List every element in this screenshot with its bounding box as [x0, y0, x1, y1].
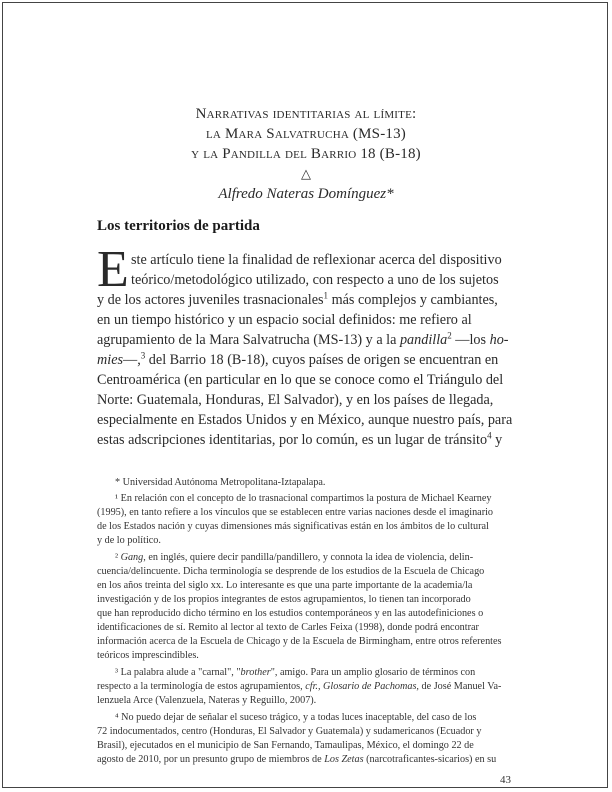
article-title-line-2: la Mara Salvatrucha (MS-13) [205, 126, 406, 142]
body-line-10: estas adscripciones identitarias, por lo común, es un lugar de tránsito$^4$ y [97, 430, 503, 448]
footnote-2-line-4: investigación y de los propios integrantes de estos agrupamientos, lo tienen tan incorporado [97, 594, 471, 605]
article-title-line-1: Narrativas identitarias al límite: [195, 106, 417, 122]
footnote-2-line-2: cuencia/delincuente. Dicha terminología se desprende de los estudios de la Escuela de Chicago [97, 566, 485, 577]
footnote-2-line-3: en los años treinta del siglo xx. Lo interesante es que una parte importante de la academia/la [97, 580, 473, 591]
footnote-1-line-4: y de lo político. [97, 535, 161, 546]
triangle-ornament-icon: △ [301, 166, 311, 181]
body-line-4: en un tiempo histórico y un espacio social definidos: me refiero al [97, 312, 472, 328]
footnote-affiliation: * Universidad Autónoma Metropolitana-Iztapalapa. [115, 477, 326, 488]
footnote-3-line-2: respecto a la terminología de estos agrupamientos, cfr., Glosario de Pachomas, de José Manuel Va- [97, 681, 502, 692]
body-line-1: ste artículo tiene la finalidad de reflexionar acerca del dispositivo [131, 252, 502, 268]
section-heading: Los territorios de partida [97, 218, 260, 234]
body-line-8: Norte: Guatemala, Honduras, El Salvador), y en los países de llegada, [97, 392, 494, 408]
footnote-1-line-2: (1995), en tanto refiere a los vínculos que se establecen entre varias naciones desde el imaginario [97, 507, 494, 518]
body-line-2: teórico/metodológico utilizado, con respecto a uno de los sujetos [131, 272, 499, 288]
drop-cap: E [97, 241, 129, 298]
footnote-4-line-4: agosto de 2010, por un presunto grupo de miembros de Los Zetas (narcotraficantes-sicarios) en su [97, 754, 497, 765]
footnote-1-line-1: ¹ En relación con el concepto de lo trasnacional compartimos la postura de Michael Kearney [115, 493, 492, 504]
author-name: Alfredo Nateras Domínguez* [218, 186, 394, 202]
footnote-2-line-8: teóricos imprescindibles. [97, 650, 199, 661]
footnote-4-line-1: ⁴ No puedo dejar de señalar el suceso trágico, y a todas luces inaceptable, del caso de los [115, 712, 477, 723]
body-line-3: y de los actores juveniles trasnacionales$^1$ más complejos y cambiantes, [97, 290, 498, 308]
footnote-4-line-2: 72 indocumentados, centro (Honduras, El Salvador y Guatemala) y sudamericanos (Ecuador y [97, 726, 482, 737]
footnote-3-line-3: lenzuela Arce (Valenzuela, Nateras y Reguillo, 2007). [97, 695, 317, 706]
footnote-4-line-3: Brasil), ejecutados en el municipio de San Fernando, Tamaulipas, México, el domingo 22 de [97, 740, 474, 751]
footnote-1-line-3: de los Estados nación y cuyas dimensiones más significativas están en los ámbitos de lo cultural [97, 521, 489, 532]
body-line-7: Centroamérica (en particular en lo que se conoce como el Triángulo del [97, 372, 504, 388]
footnote-2-line-5: que han reproducido dicho término en los estudios contemporáneos y en las autodefiniciones o [97, 608, 484, 619]
body-line-5: agrupamiento de la Mara Salvatrucha (MS-13) y a la pandilla$^2$ —los ho- [97, 330, 509, 348]
page-number: 43 [500, 774, 511, 786]
footnote-3-line-1: ³ La palabra alude a "carnal", "brother", amigo. Para un amplio glosario de términos con [115, 667, 476, 678]
footnote-2-line-1: ² Gang, en inglés, quiere decir pandilla/pandillero, y connota la idea de violencia, delin- [115, 552, 474, 563]
body-line-9: especialmente en Estados Unidos y en México, aunque nuestro país, para [97, 412, 513, 428]
article-title-line-3: y la Pandilla del Barrio 18 (B-18) [191, 146, 421, 162]
footnote-2-line-7: información acerca de la Escuela de Chicago y de la Escuela de Birmingham, entre otros referentes [97, 636, 502, 647]
footnote-2-line-6: identificaciones de sí. Remito al lector al texto de Carles Feixa (1998), donde podrá encontrar [97, 622, 479, 633]
body-line-6: mies—,$^3$ del Barrio 18 (B-18), cuyos países de origen se encuentran en [97, 350, 499, 368]
